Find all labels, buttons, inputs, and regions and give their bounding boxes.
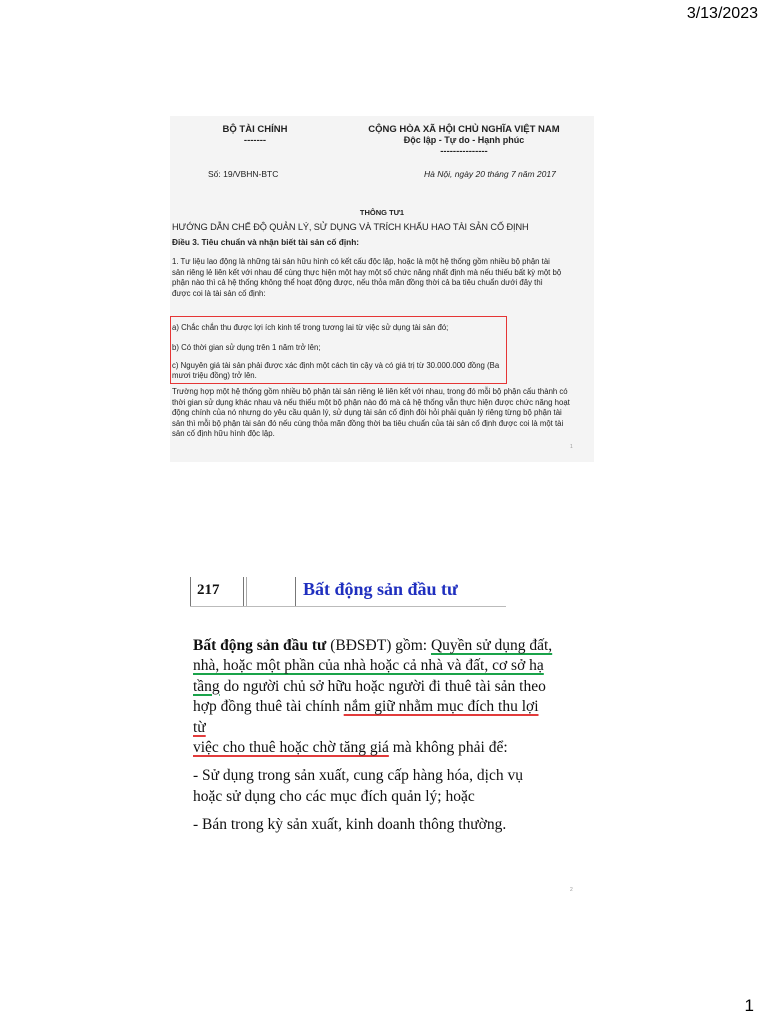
definition-text: hợp đồng thuê tài chính xyxy=(193,698,344,716)
criterion-b: b) Có thời gian sử dụng trên 1 năm trở lên; xyxy=(172,343,321,352)
nation-name: CỘNG HÒA XÃ HỘI CHỦ NGHĨA VIỆT NAM xyxy=(368,124,560,135)
bullet-item: - Bán trong kỳ sản xuất, kinh doanh thông thường. xyxy=(193,816,507,834)
highlight-green: tầng xyxy=(193,677,220,695)
criterion-c: c) Nguyên giá tài sản phải được xác định một cách tin cậy và có giá trị từ 30.000.000 đồng (Ba mươi triệu đồng) trở lên. xyxy=(172,361,500,381)
definition-block xyxy=(193,636,553,836)
criterion-a: a) Chắc chắn thu được lợi ích kinh tế trong tương lai từ việc sử dụng tài sản đó; xyxy=(172,323,449,332)
document-type: THÔNG TƯ1 xyxy=(359,208,405,217)
nation-heading xyxy=(354,124,574,157)
table-divider xyxy=(295,577,296,607)
highlight-red: việc cho thuê hoặc chờ tăng giá xyxy=(193,739,389,757)
document-title: HƯỚNG DẪN CHẾ ĐỘ QUẢN LÝ, SỬ DỤNG VÀ TRÍCH KHẤU HAO TÀI SẢN CỐ ĐỊNH xyxy=(172,222,529,232)
ministry-divider: ------- xyxy=(243,135,267,146)
motto-divider: --------------- xyxy=(440,146,488,157)
account-header-row xyxy=(190,577,506,608)
definition-paragraph xyxy=(193,636,553,758)
highlight-green: Quyền sử dụng đất, xyxy=(430,637,553,654)
place-date: Hà Nội, ngày 20 tháng 7 năm 2017 xyxy=(424,169,556,179)
table-divider xyxy=(243,577,244,607)
paragraph-system-assets: Trường hợp một hệ thống gồm nhiều bộ phận tài sản riêng lẻ liên kết với nhau, trong đó mỗi bộ phận cấu thành có thời gian sử dụng khác nhau và nếu thiếu một bộ phận nào đó mà cả hệ thống vẫn thực hiện được chức năng hoạt động chính của nó nhưng do yêu cầu quản lý, sử dụng tài sản cố định đòi hỏi phải quản lý riêng từng bộ phận tài sản thì mỗi bộ phận tài sản đó nếu cùng thỏa mãn đồng thời ba tiêu chuẩn của tài sản cố định được coi là một tài sản cố định hữu hình độc lập. xyxy=(172,387,570,439)
table-divider xyxy=(190,606,506,607)
defined-term: Bất động sản đầu tư xyxy=(193,637,327,654)
definition-text: mà không phải để: xyxy=(388,739,508,757)
ministry-heading xyxy=(200,124,310,146)
paragraph-criteria-intro: 1. Tư liệu lao động là những tài sản hữu hình có kết cấu độc lập, hoặc là một hệ thống gồm nhiều bộ phận tài sản riêng lẻ liên kết với nhau để cùng thực hiện một hay một số chức năng nhất định mà nếu thiếu bất kỳ một bộ phận nào thì cả hệ thống không thể hoạt động được, nếu thỏa mãn đồng thời cả ba tiêu chuẩn dưới đây thì được coi là tài sản cố định: xyxy=(172,257,562,298)
table-divider xyxy=(246,577,247,607)
bullet-item: - Sử dụng trong sản xuất, cung cấp hàng hóa, dịch vụ hoặc sử dụng cho các mục đích quản lý; hoặc xyxy=(193,767,523,805)
definition-text: (BĐSĐT) gồm: xyxy=(326,637,431,654)
highlight-green: nhà, hoặc một phần của nhà hoặc cả nhà và đất, cơ sở hạ xyxy=(193,657,544,675)
nation-motto: Độc lập - Tự do - Hạnh phúc xyxy=(403,135,525,145)
table-divider xyxy=(190,577,191,607)
print-date: 3/13/2023 xyxy=(686,5,758,22)
page-number: 1 xyxy=(744,996,754,1015)
slide-number: 1 xyxy=(570,444,573,450)
slide-number: 2 xyxy=(570,887,573,893)
document-number: Số: 19/VBHN-BTC xyxy=(208,169,279,179)
definition-text: do người chủ sở hữu hoặc người đi thuê tài sản theo xyxy=(219,677,546,695)
highlight-red: nắm giữ nhằm mục đích thu lợi từ xyxy=(193,698,539,736)
article-heading: Điều 3. Tiêu chuẩn và nhận biết tài sản cố định: xyxy=(172,237,360,247)
ministry-name: BỘ TÀI CHÍNH xyxy=(222,124,288,135)
circular-excerpt-image xyxy=(170,116,594,462)
account-code: 217 xyxy=(197,582,220,598)
account-name: Bất động sản đầu tư xyxy=(303,579,458,599)
